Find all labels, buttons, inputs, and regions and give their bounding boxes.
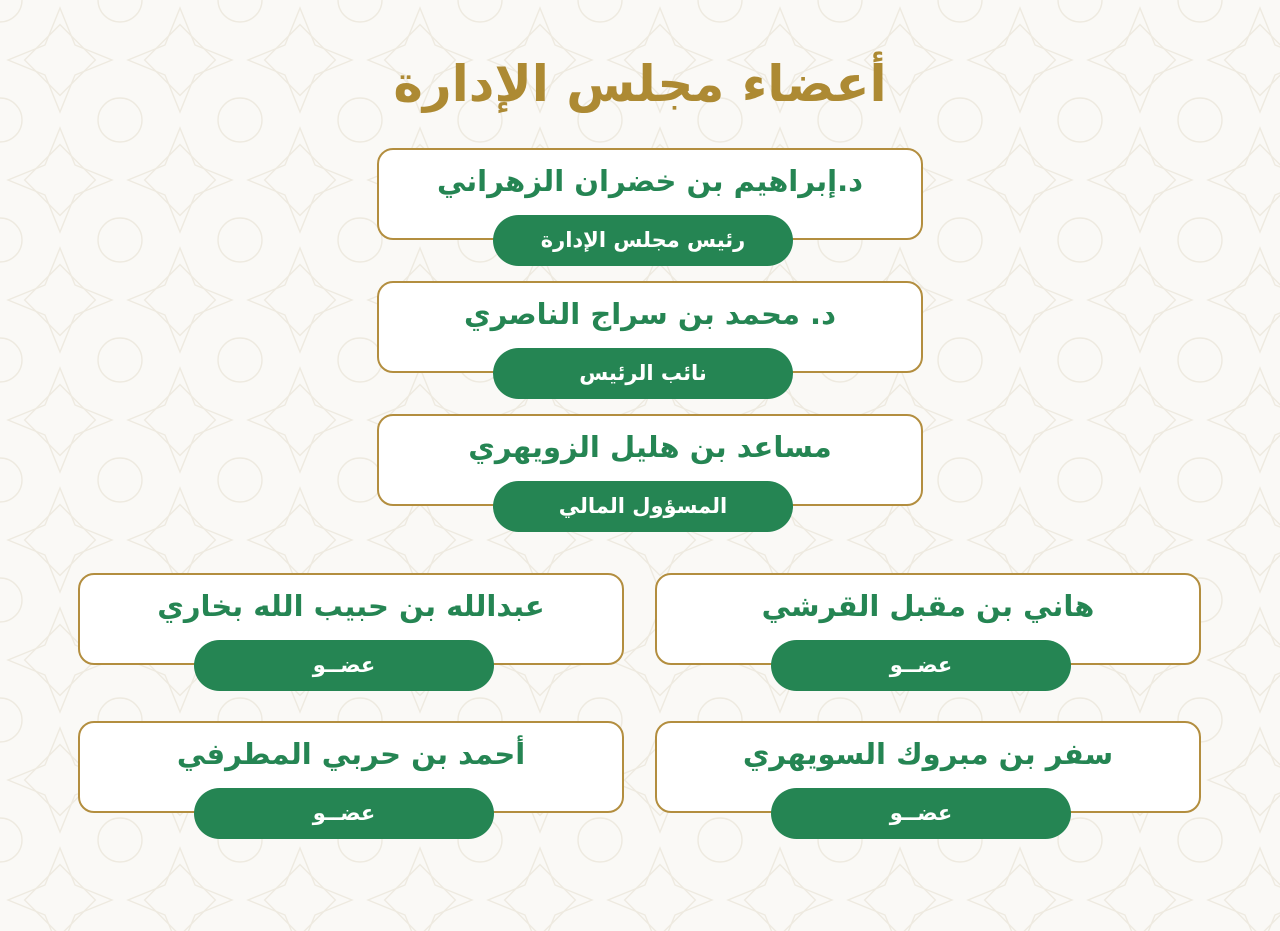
- member-card-chairman: [377, 148, 923, 268]
- member-name: هاني بن مقبل القرشي: [761, 589, 1095, 623]
- member-role-badge: عضــو: [771, 640, 1071, 691]
- member-role-badge: نائب الرئيس: [493, 348, 793, 399]
- member-role-badge: المسؤول المالي: [493, 481, 793, 532]
- member-name: د.إبراهيم بن خضران الزهراني: [436, 164, 864, 198]
- member-card-member: [655, 573, 1201, 693]
- page-title: أعضاء مجلس الإدارة: [393, 55, 887, 113]
- member-name: د. محمد بن سراج الناصري: [464, 297, 836, 331]
- member-name: أحمد بن حربي المطرفي: [176, 737, 526, 771]
- member-name: سفر بن مبروك السويهري: [742, 737, 1114, 771]
- member-name: عبدالله بن حبيب الله بخاري: [157, 589, 545, 623]
- member-card-financial-officer: [377, 414, 923, 534]
- member-name: مساعد بن هليل الزويهري: [468, 430, 832, 464]
- member-card-member: [655, 721, 1201, 841]
- member-role-badge: رئيس مجلس الإدارة: [493, 215, 793, 266]
- member-card-member: [78, 573, 624, 693]
- member-role-badge: عضــو: [771, 788, 1071, 839]
- member-role-badge: عضــو: [194, 640, 494, 691]
- member-card-vice-chairman: [377, 281, 923, 401]
- member-card-member: [78, 721, 624, 841]
- member-role-badge: عضــو: [194, 788, 494, 839]
